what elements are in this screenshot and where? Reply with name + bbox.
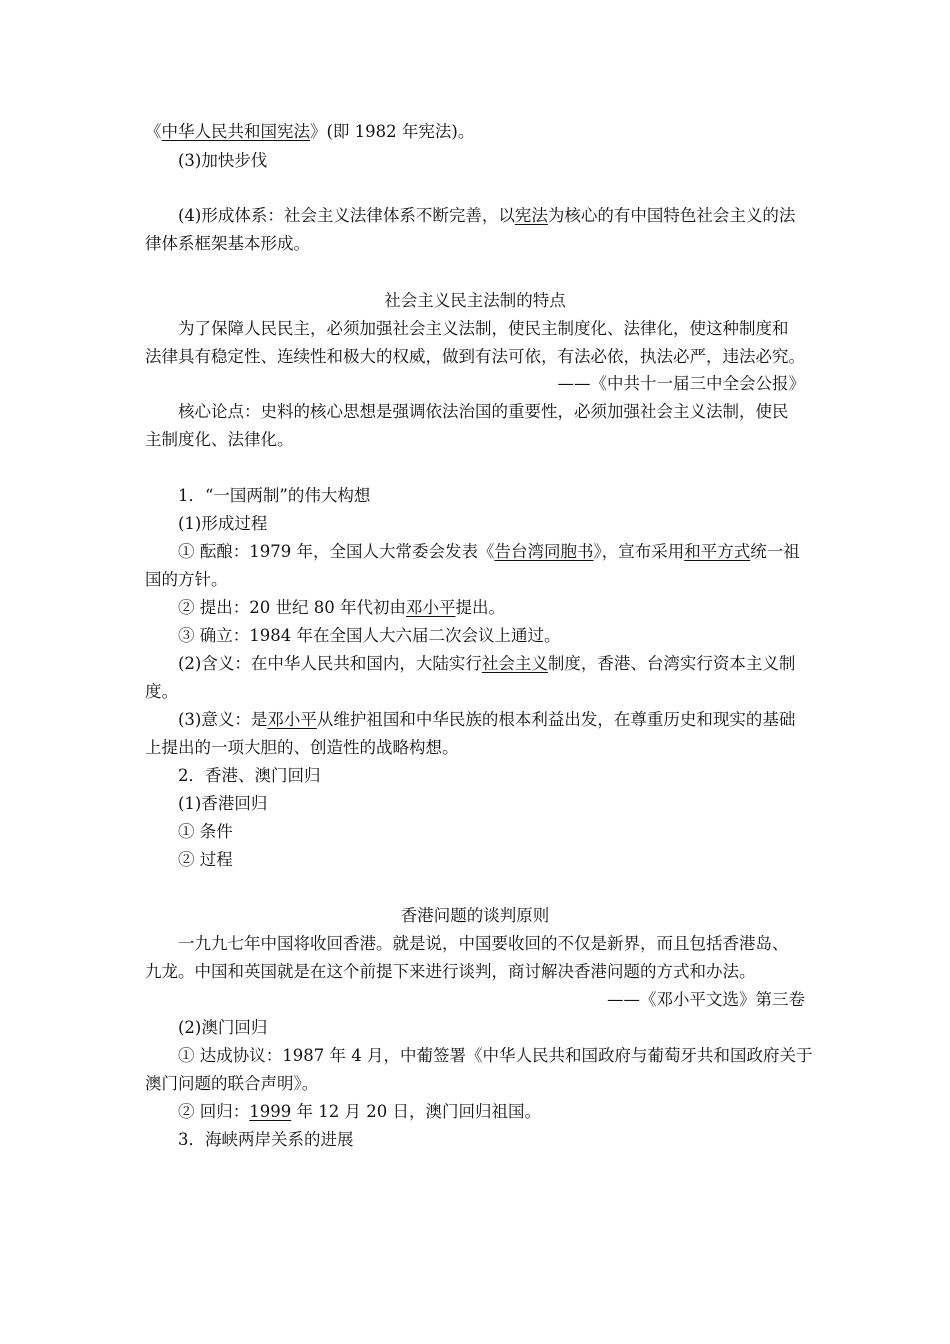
paragraph-line: 国的方针。	[145, 570, 228, 589]
core-argument: 主制度化、法律化。	[145, 430, 294, 449]
section-heading: (3)加快步伐	[178, 151, 268, 170]
quote-source: ——《邓小平文选》第三卷	[607, 990, 805, 1009]
text: 提出。	[455, 598, 505, 617]
section-heading: 1．“一国两制”的伟大构想	[178, 486, 371, 505]
paragraph-line	[178, 1101, 541, 1123]
constitution-line	[145, 121, 474, 143]
list-item: ② 过程	[178, 850, 233, 869]
paragraph-line: ① 达成协议：1987 年 4 月，中葡签署《中华人民共和国政府与葡萄牙共和国政府关于	[178, 1046, 813, 1065]
text: 年 12 月 20 日，澳门回归祖国。	[291, 1102, 541, 1121]
paragraph-line: 上提出的一项大胆的、创造性的战略构想。	[145, 738, 459, 757]
text: (4)形成体系：社会主义法律体系不断完善，以	[178, 206, 515, 225]
underlined-term: 告台湾同胞书	[494, 542, 594, 561]
text: (3)意义：是	[178, 710, 268, 729]
text: ① 酝酿：1979 年，全国人大常委会发表《	[178, 542, 495, 561]
underlined-term: 1999	[249, 1102, 292, 1121]
paragraph-line	[178, 597, 505, 619]
text: 《	[145, 122, 162, 141]
text: ② 提出：20 世纪 80 年代初由	[178, 598, 406, 617]
quote-line: 为了保障人民民主，必须加强社会主义法制，使民主制度化、法律化，使这种制度和	[178, 319, 789, 338]
constitution-title: 中华人民共和国宪法	[161, 122, 310, 141]
paragraph-line	[178, 653, 795, 675]
paragraph-line: ③ 确立：1984 年在全国人大六届二次会议上通过。	[178, 626, 561, 645]
paragraph-line	[178, 541, 800, 563]
text: 为核心的有中国特色社会主义的法	[547, 206, 796, 225]
box-title: 社会主义民主法制的特点	[384, 291, 566, 310]
section-heading: 2．香港、澳门回归	[178, 766, 321, 785]
text: 制度，香港、台湾实行资本主义制	[547, 654, 796, 673]
quote-line: 法律具有稳定性、连续性和极大的权威，做到有法可依，有法必依，执法必严，违法必究。	[145, 347, 805, 366]
box-title: 香港问题的谈判原则	[400, 906, 550, 925]
text: (2)含义：在中华人民共和国内，大陆实行	[178, 654, 482, 673]
text: 从维护祖国和中华民族的根本利益出发，在尊重历史和现实的基础	[316, 710, 796, 729]
core-argument: 核心论点：史料的核心思想是强调依法治国的重要性，必须加强社会主义法制，使民	[178, 402, 789, 421]
text: 》，宣布采用	[593, 542, 685, 561]
paragraph-line: 澳门问题的联合声明》。	[145, 1074, 319, 1093]
subsection-heading: (2)澳门回归	[178, 1018, 268, 1037]
list-item: ① 条件	[178, 822, 233, 841]
quote-line: 一九九七年中国将收回香港。就是说，中国要收回的不仅是新界，而且包括香港岛、	[178, 934, 789, 953]
paragraph-line	[178, 709, 795, 731]
underlined-term: 邓小平	[267, 710, 317, 729]
paragraph-line: 律体系框架基本形成。	[145, 234, 310, 253]
underlined-term: 宪法	[514, 206, 548, 225]
text: 》(即 1982 年宪法)。	[310, 122, 475, 141]
paragraph-line: 度。	[145, 682, 178, 701]
section-heading: 3．海峡两岸关系的进展	[178, 1130, 354, 1149]
subsection-heading: (1)香港回归	[178, 794, 268, 813]
underlined-term: 和平方式	[684, 542, 751, 561]
subsection-heading: (1)形成过程	[178, 514, 268, 533]
text: 统一祖	[750, 542, 800, 561]
quote-line: 九龙。中国和英国就是在这个前提下来进行谈判，商讨解决香港问题的方式和办法。	[145, 962, 756, 981]
text: ② 回归：	[178, 1102, 250, 1121]
underlined-term: 邓小平	[405, 598, 456, 617]
paragraph-line	[178, 205, 795, 227]
underlined-term: 社会主义	[481, 654, 548, 673]
quote-source: ——《中共十一届三中全会公报》	[557, 374, 805, 393]
